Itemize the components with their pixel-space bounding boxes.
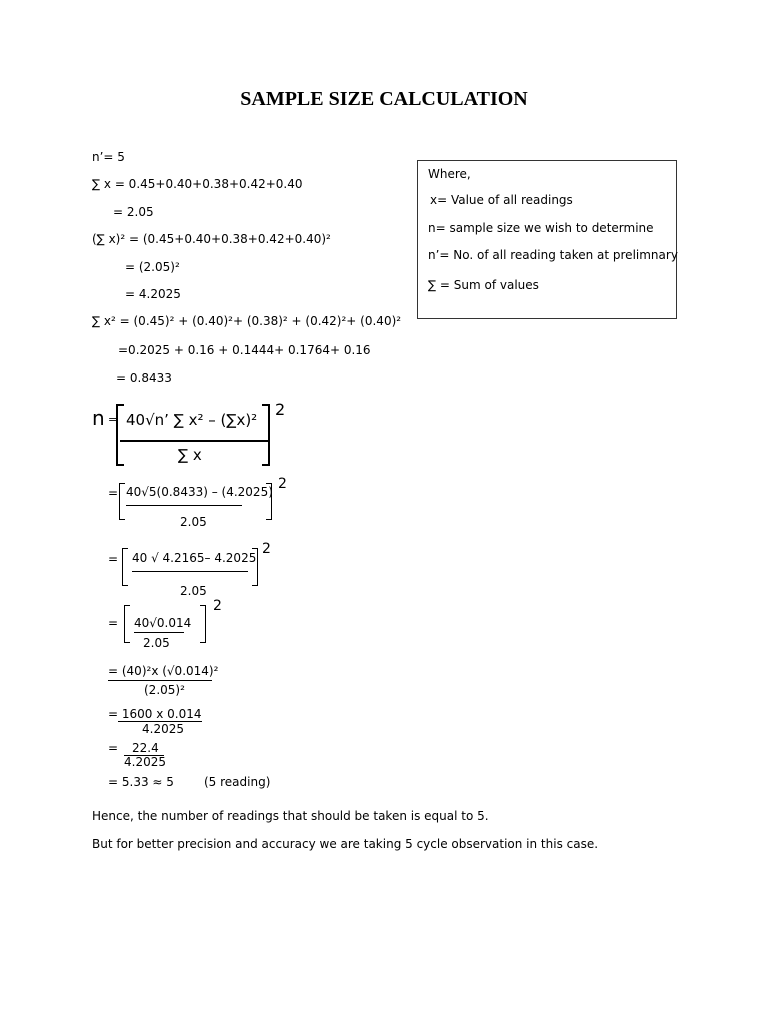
step3-denominator: 2.05 [143, 636, 170, 650]
formula-numerator: 40√n’ ∑ x² – (∑x)² [126, 411, 258, 429]
formula-exponent: 2 [275, 400, 286, 419]
sum-x-result: = 2.05 [113, 205, 154, 219]
step3-exponent: 2 [213, 598, 222, 614]
step4-numerator: = (40)²x (√0.014)² [108, 664, 219, 678]
formula-fraction-bar [120, 440, 270, 442]
legend-box [417, 160, 677, 319]
step2-numerator: 40 √ 4.2165– 4.2025 [132, 551, 257, 565]
step1-equals: = [108, 486, 119, 500]
legend-x-definition: x= Value of all readings [430, 193, 573, 207]
step1-left-bracket [119, 483, 125, 520]
step3-right-bracket [200, 605, 206, 643]
legend-nprime-definition: n’= No. of all reading taken at prelimnary [428, 248, 678, 262]
conclusion-line-1: Hence, the number of readings that should be taken is equal to 5. [92, 809, 489, 823]
step6-denominator: 4.2025 [124, 755, 166, 769]
sum-x-squared-result: = 4.2025 [125, 287, 181, 301]
step5-numerator: = 1600 x 0.014 [108, 707, 202, 721]
formula-denominator: ∑ x [178, 446, 202, 464]
sum-x-line: ∑ x = 0.45+0.40+0.38+0.42+0.40 [92, 177, 303, 191]
nprime-value: n’= 5 [92, 150, 125, 164]
step3-equals: = [108, 616, 119, 630]
step1-numerator: 40√5(0.8433) – (4.2025) [126, 485, 273, 499]
step2-equals: = [108, 552, 119, 566]
step4-denominator: (2.05)² [144, 683, 185, 697]
formula-n-label: n [92, 406, 105, 430]
legend-heading: Where, [428, 167, 471, 181]
sum-x-squared-step: = (2.05)² [125, 260, 180, 274]
step2-fraction-bar [132, 571, 248, 572]
step1-exponent: 2 [278, 476, 287, 492]
step2-exponent: 2 [262, 541, 271, 557]
step2-left-bracket [122, 548, 128, 586]
sum-x2-line: ∑ x² = (0.45)² + (0.40)²+ (0.38)² + (0.42)²+ (0.40)² [92, 314, 402, 328]
step5-denominator: 4.2025 [142, 722, 184, 736]
step1-fraction-bar [126, 505, 242, 506]
step2-right-bracket [252, 548, 258, 586]
step4-fraction-bar [108, 680, 212, 681]
step6-equals: = [108, 741, 119, 755]
step3-fraction-bar [134, 632, 184, 633]
formula-left-bracket [116, 404, 124, 466]
conclusion-line-2: But for better precision and accuracy we are taking 5 cycle observation in this case. [92, 837, 599, 851]
legend-sum-definition: ∑ = Sum of values [428, 278, 539, 292]
step3-left-bracket [124, 605, 130, 643]
step1-denominator: 2.05 [180, 515, 207, 529]
formula-equals: = [108, 413, 118, 426]
sum-x2-result: = 0.8433 [116, 371, 172, 385]
final-result-note: (5 reading) [204, 775, 271, 789]
legend-n-definition: n= sample size we wish to determine [428, 221, 654, 235]
step3-numerator: 40√0.014 [134, 616, 192, 630]
step1-right-bracket [266, 483, 272, 520]
step6-numerator: 22.4 [132, 741, 159, 755]
page-title: SAMPLE SIZE CALCULATION [240, 88, 528, 110]
final-result: = 5.33 ≈ 5 [108, 775, 174, 789]
sum-x-squared-line: (∑ x)² = (0.45+0.40+0.38+0.42+0.40)² [92, 232, 331, 246]
sum-x2-step: =0.2025 + 0.16 + 0.1444+ 0.1764+ 0.16 [118, 343, 371, 357]
step2-denominator: 2.05 [180, 584, 207, 598]
formula-right-bracket [262, 404, 270, 466]
